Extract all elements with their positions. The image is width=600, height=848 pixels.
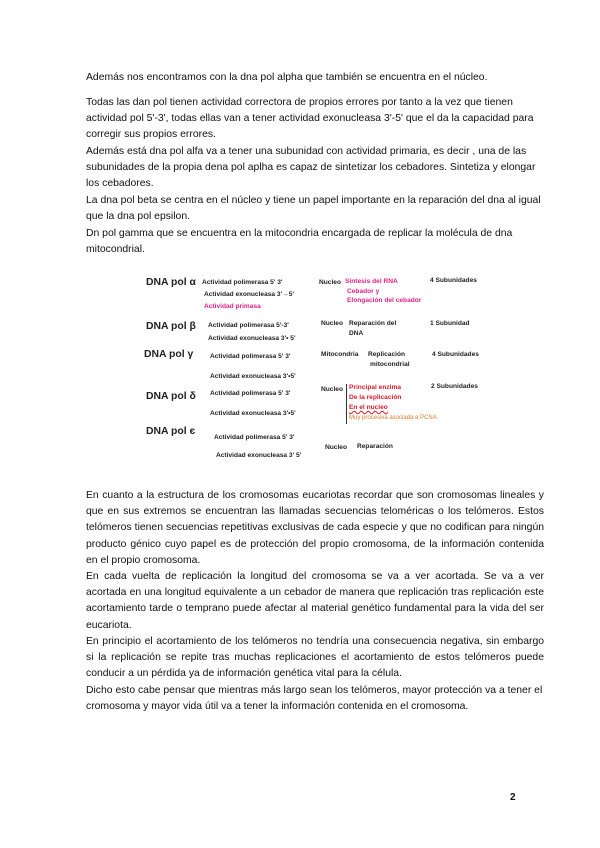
pol-alpha-activity-polymerase: Actividad polimerasa 5' 3' <box>202 279 283 286</box>
pol-alpha-role-line3: Elongación del cebador <box>347 297 422 304</box>
paragraph-primase-subunit: Además está dna pol alfa va a tener una subunidad con actividad primaria, es decir , una de las subunidades de la propia dena pol aplha es capaz de sintetizar los cebadores. Sintetiza y elongar los cebadores. <box>86 146 536 190</box>
pol-gamma-role-line2: mitocondrial <box>370 361 410 368</box>
paragraph-proofreading: Todas las dan pol tienen actividad correctora de propios errores por tanto a la vez que tienen actividad pol 5'-3', todas ellas van a tener actividad exonucleasa 3'-5' que el da la capacidad para corregir sus propios errores. <box>86 97 534 141</box>
pol-delta-location: Nucleo <box>321 386 343 393</box>
pol-alpha-subunits: 4 Subunidades <box>430 277 477 284</box>
pol-beta-name: DNA pol β <box>146 321 196 332</box>
pol-delta-name: DNA pol δ <box>146 391 196 402</box>
pol-epsilon-activity-polymerase: Actividad polimerasa 5' 3' <box>214 434 295 441</box>
pol-alpha-location: Nucleo <box>319 279 341 286</box>
paragraph-pol-alpha-nucleus: Además nos encontramos con la dna pol alpha que también se encuentra en el núcleo. <box>86 72 488 83</box>
pol-alpha-activity-exonuclease: Actividad exonucleasa 3'→5' <box>204 291 294 298</box>
pol-epsilon-name: DNA pol є <box>146 426 196 437</box>
pol-epsilon-role-line1: Reparación <box>357 443 393 450</box>
pol-gamma-subunits: 4 Subunidades <box>432 351 479 358</box>
pol-alpha-role-line2: Cebador y <box>347 288 380 295</box>
pol-delta-activity-polymerase: Actividad polimerasa 5' 3' <box>210 390 291 397</box>
paragraph-telomere-protection: Dicho esto cabe pensar que mientras más largo sean los telómeros, mayor protección va a tener el cromosoma y mayor vida útil va a tener la información contenida en el cromosoma. <box>86 685 543 713</box>
pol-delta-activity-exonuclease: Actividad exonucleasa 3'•5' <box>210 410 296 417</box>
paragraph-telomere-consequence: En principio el acortamiento de los telómeros no tendría una consecuencia negativa, sin embargo si la replicación se repite tras muchas replicaciones el acortamiento de estos telómeros puede conducir a un pérdida ya de información genética vital para la célula. <box>86 636 544 680</box>
pol-delta-role-line1: Principal enzima <box>349 384 402 391</box>
pol-delta-subunits: 2 Subunidades <box>431 383 478 390</box>
page-number: 2 <box>510 792 516 803</box>
pol-gamma-activity-exonuclease: Actividad exonucleasa 3'•5' <box>210 373 296 380</box>
pol-alpha-activity-primase: Actividad primasa <box>204 303 261 310</box>
pol-gamma-name: DNA pol γ <box>144 349 194 360</box>
pol-delta-bracket-line <box>346 384 347 424</box>
pol-epsilon-activity-exonuclease: Actividad exonucleasa 3' 5' <box>216 452 302 459</box>
pol-gamma-role-line1: Replicación <box>368 351 406 358</box>
pol-alpha-role-line1: Sintesis del RNA <box>345 278 398 285</box>
pol-delta-role-line4: Muy procesiva asociada a PCNA <box>349 415 437 421</box>
pol-beta-activity-polymerase: Actividad polimerasa 5'-3' <box>208 322 289 329</box>
pol-gamma-activity-polymerase: Actividad polimerasa 5' 3' <box>210 353 291 360</box>
pol-beta-role-line1: Reparación del <box>349 320 397 327</box>
dna-polymerase-table-figure <box>138 268 494 474</box>
paragraph-pol-gamma: Dn pol gamma que se encuentra en la mitocondria encargada de replicar la molécula de dna mitocondrial. <box>86 228 513 256</box>
pol-beta-activity-exonuclease: Actividad exonucleasa 3'• 5' <box>208 335 296 342</box>
paragraph-replication-shortening: En cada vuelta de replicación la longitud del cromosoma se va a ver acortada. Se va a ver acortada en una longitud equivalente a un cebador de manera que replicación tras replicación este acortamiento tarde o temprano puede afectar al material genético fundamental para la vida del ser eucariota. <box>86 571 544 631</box>
pol-gamma-location: Mitocondria <box>321 351 359 358</box>
pol-epsilon-location: Nucleo <box>325 444 347 451</box>
pol-delta-role-line2: De la replicación <box>349 394 402 401</box>
paragraph-telomeres-structure: En cuanto a la estructura de los cromosomas eucariotas recordar que son cromosomas lineales y que en sus extremos se encuentran las llamadas secuencias teloméricas o los telómeros. Estos telómeros tienen secuencias repetitivas exclusivas de cada especie y que no codifican para ningún producto génico cuyo papel es de protección del propio cromosoma, de la información contenida en el propio cromosoma. <box>86 490 544 566</box>
pol-beta-location: Nucleo <box>321 320 343 327</box>
pol-alpha-name: DNA pol α <box>146 277 196 288</box>
pol-delta-role-line3: En el nucleo <box>349 404 388 411</box>
paragraph-pol-beta: La dna pol beta se centra en el núcleo y tiene un papel importante en la reparación del dna al igual que la dna pol epsilon. <box>86 195 541 223</box>
pol-beta-role-line2: DNA <box>349 330 364 337</box>
pol-beta-subunits: 1 Subunidad <box>430 320 470 327</box>
